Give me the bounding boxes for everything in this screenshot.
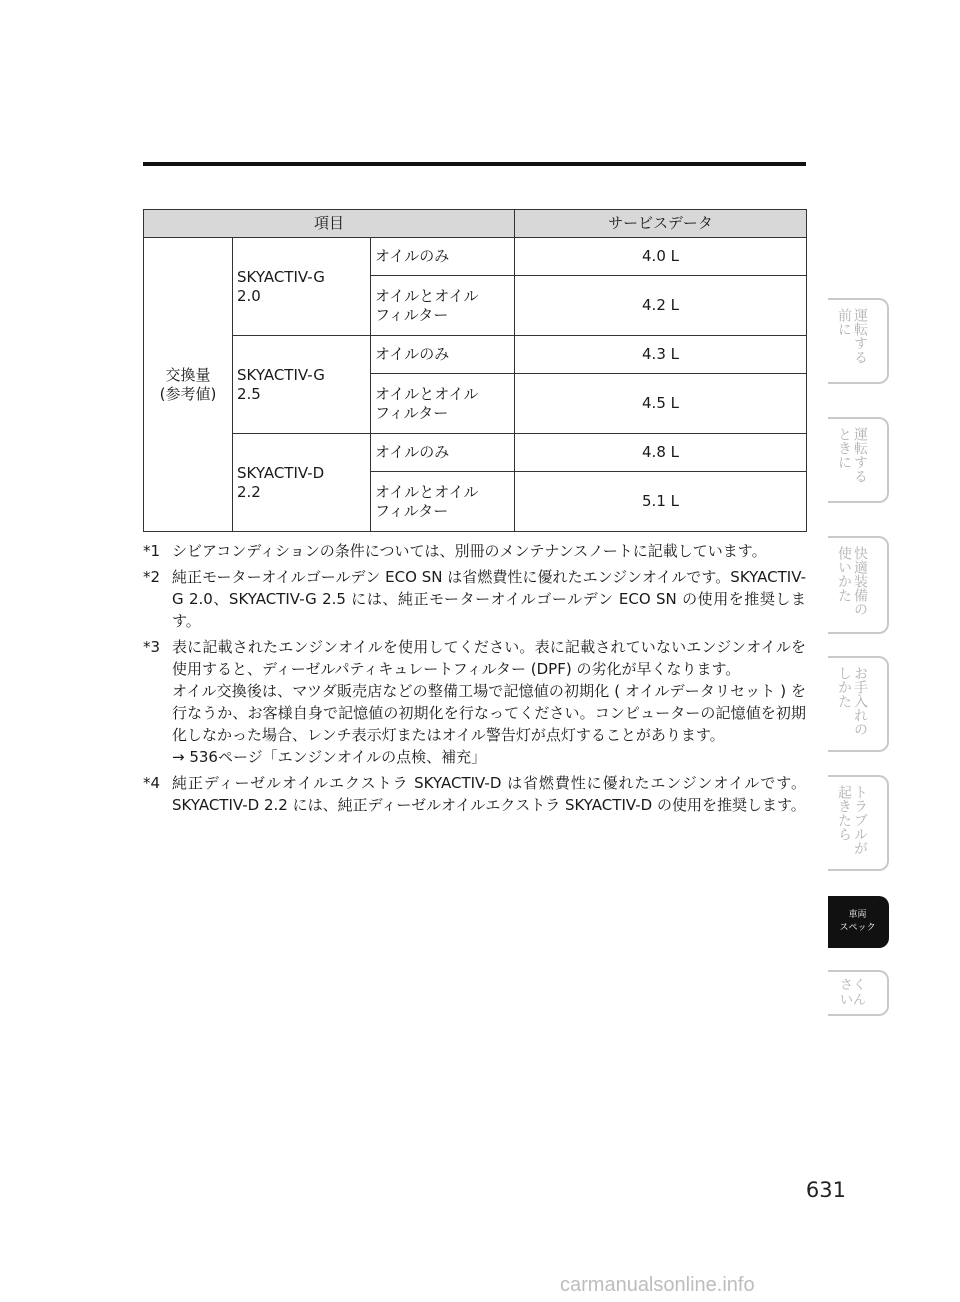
type-cell <box>371 472 515 532</box>
type-label: フィルター <box>375 501 449 520</box>
footnote-text: 純正ディーゼルオイルエクストラ SKYACTIV-D は省燃費性に優れたエンジンオイルです。SKYACTIV-D 2.2 には、純正ディーゼルオイルエクストラ SKYACTIV-D の使用を推奨します。 <box>172 774 806 814</box>
footnote-text: シビアコンディションの条件については、別冊のメンテナンスノートに記載しています。 <box>172 542 767 560</box>
tab-maintenance[interactable] <box>828 656 889 752</box>
model-cell <box>233 238 371 336</box>
type-label: フィルター <box>375 403 449 422</box>
page-reference-link[interactable]: → 536ページ「エンジンオイルの点検、補充」 <box>172 748 487 766</box>
model-name: SKYACTIV-G <box>237 365 325 384</box>
tab-troubleshooting[interactable] <box>828 775 889 871</box>
type-cell: オイルのみ <box>371 434 515 472</box>
model-name: SKYACTIV-G <box>237 267 325 286</box>
table-header-row <box>144 210 807 238</box>
header-rule <box>143 162 806 166</box>
footnote-text-2: オイル交換後は、マツダ販売店などの整備工場で記憶値の初期化 ( オイルデータリセット ) を行なうか、お客様自身で記憶値の初期化を行なってください。コンピューターの記憶値を初期化しなかった場合、レンチ表示灯またはオイル警告灯が点灯することがあります。 <box>172 682 806 744</box>
footnote-mark: *2 <box>143 568 161 586</box>
tab-label: 運転する <box>852 427 868 483</box>
footnote-text: 表に記載されたエンジンオイルを使用してください。表に記載されていないエンジンオイルを使用すると、ディーゼルパティキュレートフィルター (DPF) の劣化が早くなります。 <box>172 638 806 678</box>
type-cell: オイルのみ <box>371 238 515 276</box>
model-displacement: 2.5 <box>237 384 261 403</box>
tab-label: トラブルが <box>852 785 868 855</box>
header-item: 項目 <box>144 210 515 238</box>
tab-label: お手入れの <box>852 666 868 736</box>
tab-label: ときに <box>836 427 852 469</box>
footnote-mark: *3 <box>143 638 161 656</box>
tab-label: 前に <box>836 308 852 336</box>
model-displacement: 2.2 <box>237 482 261 501</box>
footnote-mark: *4 <box>143 774 161 792</box>
item-cell <box>144 238 233 532</box>
value-cell: 4.0 L <box>515 238 807 276</box>
table-row <box>144 434 807 472</box>
type-cell <box>371 374 515 434</box>
header-service-data: サービスデータ <box>515 210 807 238</box>
tab-vehicle-specs[interactable] <box>828 896 889 948</box>
model-name: SKYACTIV-D <box>237 463 325 482</box>
type-label: オイルとオイル <box>375 482 479 501</box>
footnote-text: 純正モーターオイルゴールデン ECO SN は省燃費性に優れたエンジンオイルです。SKYACTIV-G 2.0、SKYACTIV-G 2.5 には、純正モーターオイルゴールデン ECO SN の使用を推奨します。 <box>172 568 806 630</box>
table-row <box>144 238 807 276</box>
model-cell <box>233 336 371 434</box>
tab-comfort-features[interactable] <box>828 536 889 634</box>
footnote <box>143 566 806 632</box>
footnote <box>143 772 806 816</box>
item-label: 交換量 <box>165 365 211 384</box>
footnotes <box>143 540 806 820</box>
type-cell: オイルのみ <box>371 336 515 374</box>
tab-label: スペック <box>839 923 876 933</box>
model-displacement: 2.0 <box>237 286 261 305</box>
tab-label: 起きたら <box>836 785 852 841</box>
type-label: オイルとオイル <box>375 384 479 403</box>
tab-label: 運転する <box>852 308 868 364</box>
tab-label: 使いかた <box>836 546 852 602</box>
value-cell: 4.3 L <box>515 336 807 374</box>
tab-while-driving[interactable] <box>828 417 889 503</box>
value-cell: 4.8 L <box>515 434 807 472</box>
watermark: carmanualsonline.info <box>560 1274 755 1296</box>
value-cell: 4.5 L <box>515 374 807 434</box>
value-cell: 5.1 L <box>515 472 807 532</box>
tab-before-driving[interactable] <box>828 298 889 384</box>
tab-label: 車両 <box>848 910 867 920</box>
type-label: オイルとオイル <box>375 286 479 305</box>
footnote <box>143 540 806 562</box>
page-number: 631 <box>805 1178 846 1202</box>
tab-label: しかた <box>836 666 852 708</box>
tab-label: さく <box>840 978 867 993</box>
value-cell: 4.2 L <box>515 276 807 336</box>
tab-label: 快適装備の <box>852 546 868 616</box>
table-row <box>144 336 807 374</box>
type-cell <box>371 276 515 336</box>
footnote <box>143 636 806 768</box>
oil-capacity-table <box>143 209 807 532</box>
tab-index[interactable] <box>828 970 889 1016</box>
model-cell <box>233 434 371 532</box>
footnote-mark: *1 <box>143 542 161 560</box>
tab-label: いん <box>840 993 867 1008</box>
type-label: フィルター <box>375 305 449 324</box>
item-label-sub: (参考値) <box>159 384 217 403</box>
